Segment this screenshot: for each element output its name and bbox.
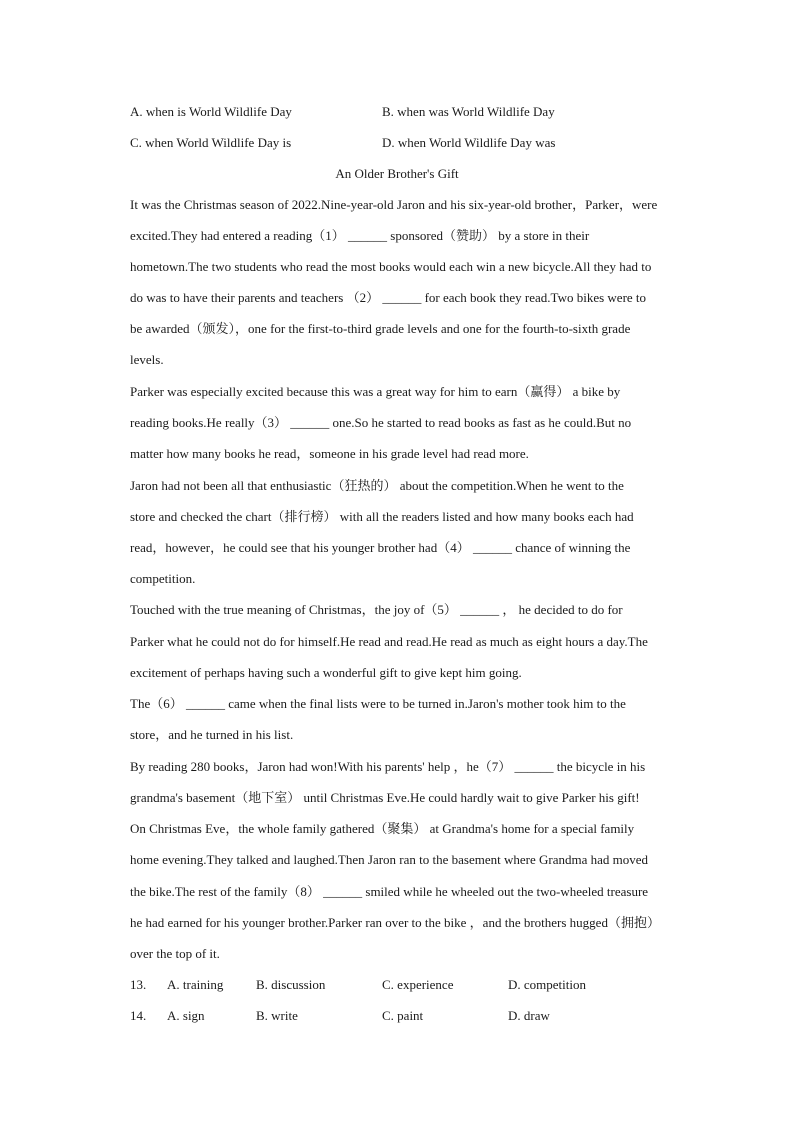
passage-title: An Older Brother's Gift (335, 166, 459, 181)
answer-choice-d: D. draw (508, 1008, 550, 1023)
passage-line: Touched with the true meaning of Christmas，the joy of（5） ______ ， he decided to do for (130, 602, 623, 617)
passage-line: read，however，he could see that his younger brother had（4） ______ chance of winning the (130, 540, 631, 555)
passage-line: Parker what he could not do for himself.He read and read.He read as much as eight hours a day.The (130, 634, 648, 649)
passage-line: store，and he turned in his list. (130, 727, 294, 742)
passage-line: he had earned for his younger brother.Parker ran over to the bike ，and the brothers hugged（拥抱） (130, 915, 660, 930)
passage-line: grandma's basement（地下室） until Christmas Eve.He could hardly wait to give Parker his gift! (130, 790, 640, 805)
answer-choice-a: A. sign (167, 1008, 205, 1023)
answer-choice-b: B. write (256, 1008, 298, 1023)
passage-line: excited.They had entered a reading（1） ______ sponsored（赞助） by a store in their (130, 228, 590, 243)
passage-line: home evening.They talked and laughed.Then Jaron ran to the basement where Grandma had moved (130, 852, 649, 867)
passage-line: It was the Christmas season of 2022.Nine-year-old Jaron and his six-year-old brother，Parker，were (130, 197, 658, 212)
passage-line: On Christmas Eve，the whole family gathered（聚集） at Grandma's home for a special family (130, 821, 635, 836)
passage-line: hometown.The two students who read the most books would each win a new bicycle.All they had to (130, 259, 652, 274)
question-number: 13. (130, 977, 147, 992)
passage-line: matter how many books he read，someone in his grade level had read more. (130, 446, 529, 461)
passage-line: store and checked the chart（排行榜） with all the readers listed and how many books each had (130, 509, 634, 524)
passage-line: be awarded（颁发），one for the first-to-third grade levels and one for the fourth-to-sixth grade (130, 321, 631, 336)
passage-line: By reading 280 books，Jaron had won!With his parents' help ，he（7） ______ the bicycle in his (130, 759, 646, 774)
option-b: B. when was World Wildlife Day (382, 104, 555, 119)
passage-line: The（6） ______ came when the final lists were to be turned in.Jaron's mother took him to the (130, 696, 626, 711)
passage-line: Jaron had not been all that enthusiastic（狂热的） about the competition.When he went to the (130, 478, 624, 493)
option-d: D. when World Wildlife Day was (382, 135, 556, 150)
answer-choice-c: C. paint (382, 1008, 424, 1023)
passage-line: Parker was especially excited because this was a great way for him to earn（赢得） a bike by (130, 384, 621, 399)
question-number: 14. (130, 1008, 147, 1023)
answer-choice-c: C. experience (382, 977, 454, 992)
passage-line: competition. (130, 571, 196, 586)
passage-line: levels. (130, 352, 164, 367)
passage-line: the bike.The rest of the family（8） ______ smiled while he wheeled out the two-wheeled treasure (130, 884, 649, 899)
passage-line: do was to have their parents and teachers （2） ______ for each book they read.Two bikes were to (130, 290, 647, 305)
answer-choice-d: D. competition (508, 977, 586, 992)
option-c: C. when World Wildlife Day is (130, 135, 292, 150)
passage-line: reading books.He really（3） ______ one.So he started to read books as fast as he could.But no (130, 415, 632, 430)
passage-line: over the top of it. (130, 946, 220, 961)
answer-choice-a: A. training (167, 977, 224, 992)
passage-line: excitement of perhaps having such a wonderful gift to give kept him going. (130, 665, 522, 680)
answer-choice-b: B. discussion (256, 977, 326, 992)
option-a: A. when is World Wildlife Day (130, 104, 292, 119)
